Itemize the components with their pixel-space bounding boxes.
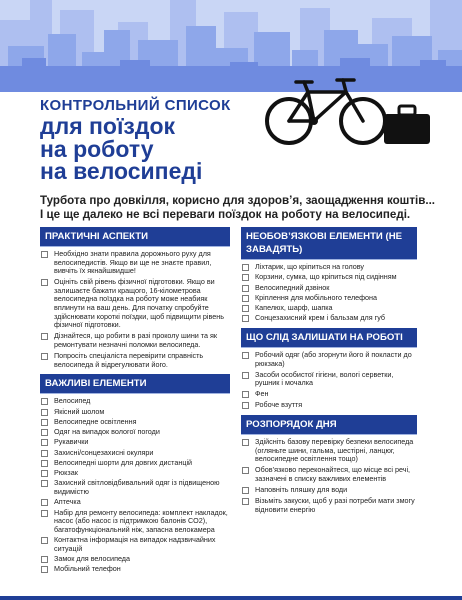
- checkbox-icon[interactable]: [242, 285, 249, 292]
- bottom-accent-bar: [0, 596, 462, 600]
- checkbox-icon[interactable]: [242, 439, 249, 446]
- checklist-item[interactable]: Ліхтарик, що кріпиться на голову: [241, 263, 417, 272]
- checkbox-icon[interactable]: [41, 333, 48, 340]
- checklist-item[interactable]: Обов’язково переконайтеся, що місце всі речі, зазначені в списку важливих елементів: [241, 466, 417, 483]
- section-title-leave-at-work: ЩО СЛІД ЗАЛИШАТИ НА РОБОТІ: [241, 328, 417, 348]
- checkbox-icon[interactable]: [41, 499, 48, 506]
- intro-line-1: Турбота про довкілля, корисно для здоров’я, заощадження коштів...: [40, 194, 436, 207]
- section-title-optional: НЕОБОВ’ЯЗКОВІ ЕЛЕМЕНТИ (НЕ ЗАВАДЯТЬ): [241, 227, 417, 260]
- checkbox-icon[interactable]: [242, 305, 249, 312]
- section-title-routine: РОЗПОРЯДОК ДНЯ: [241, 415, 417, 435]
- title-line-1: для поїздок: [40, 113, 176, 139]
- checkbox-icon[interactable]: [41, 470, 48, 477]
- checklist-item[interactable]: Захисний світловідбивальний одяг із підвищеною видимістю: [40, 479, 230, 496]
- checkbox-icon[interactable]: [242, 264, 249, 271]
- checklist-item[interactable]: Кріплення для мобільного телефона: [241, 294, 417, 303]
- checkbox-icon[interactable]: [41, 409, 48, 416]
- checkbox-icon[interactable]: [41, 251, 48, 258]
- checklist-item[interactable]: Засоби особистої гігієни, вологі серветки, рушник і мочалка: [241, 371, 417, 388]
- section-title-important: ВАЖЛИВІ ЕЛЕМЕНТИ: [40, 374, 230, 394]
- checklist-item[interactable]: Велосипедний дзвінок: [241, 284, 417, 293]
- checkbox-icon[interactable]: [41, 419, 48, 426]
- checkbox-icon[interactable]: [242, 487, 249, 494]
- checkbox-icon[interactable]: [41, 450, 48, 457]
- checkbox-icon[interactable]: [242, 402, 249, 409]
- left-column: [40, 227, 230, 579]
- checklist-item[interactable]: Якісний шолом: [40, 408, 230, 417]
- checklist-item[interactable]: Захисні/сонцезахисні окуляри: [40, 449, 230, 458]
- checklist-item[interactable]: Робоче взуття: [241, 401, 417, 410]
- checkbox-icon[interactable]: [242, 467, 249, 474]
- section-title-practical: ПРАКТИЧНІ АСПЕКТИ: [40, 227, 230, 247]
- checkbox-icon[interactable]: [242, 274, 249, 281]
- checklist-item[interactable]: Капелюх, шарф, шапка: [241, 304, 417, 313]
- checklist-item[interactable]: Рукавички: [40, 438, 230, 447]
- checkbox-icon[interactable]: [242, 391, 249, 398]
- checklist-routine: [241, 438, 417, 514]
- checklist-item[interactable]: Набір для ремонту велосипеда: комплект накладок, насос (або насос із підтримкою балонів CO2), багатофункціональний ніж, запасна велокамера: [40, 509, 230, 535]
- checklist-item[interactable]: Наповніть пляшку для води: [241, 486, 417, 495]
- checklist-important: [40, 397, 230, 574]
- checkbox-icon[interactable]: [41, 537, 48, 544]
- briefcase-icon: [382, 104, 432, 146]
- checkbox-icon[interactable]: [41, 566, 48, 573]
- checklist-item[interactable]: Рюкзак: [40, 469, 230, 478]
- checklist-leave-at-work: [241, 351, 417, 410]
- checklist-item[interactable]: Велосипедне освітлення: [40, 418, 230, 427]
- intro-text: [40, 194, 440, 222]
- checklist-item[interactable]: Замок для велосипеда: [40, 555, 230, 564]
- checkbox-icon[interactable]: [242, 315, 249, 322]
- checkbox-icon[interactable]: [41, 460, 48, 467]
- checklist-item[interactable]: Візьміть закуски, щоб у разі потреби мати змогу відновити енергію: [241, 497, 417, 514]
- title-small: КОНТРОЛЬНИЙ СПИСОК: [40, 97, 231, 114]
- checklist-item[interactable]: Контактна інформація на випадок надзвичайних ситуацій: [40, 536, 230, 553]
- checklist-item[interactable]: Одяг на випадок вологої погоди: [40, 428, 230, 437]
- checklist-item[interactable]: Дізнайтеся, що робити в разі проколу шини та як ремонтувати незначні поломки велосипеда.: [40, 332, 230, 349]
- checklist-item[interactable]: Здійсніть базову перевірку безпеки велосипеда (огляньте шини, гальма, шестірні, ланцюг, велосипедне освітлення тощо): [241, 438, 417, 464]
- checklist-item[interactable]: Попросіть спеціаліста перевірити справність велосипеда й відрегулювати його.: [40, 352, 230, 369]
- checklist-item[interactable]: Корзини, сумка, що кріпиться під сидінням: [241, 273, 417, 282]
- checkbox-icon[interactable]: [41, 556, 48, 563]
- checklist-item[interactable]: Робочий одяг (або згорнути його й покласти до рюкзака): [241, 351, 417, 368]
- page-title: [40, 97, 280, 183]
- checklist-optional: [241, 263, 417, 323]
- checklist-item[interactable]: Фен: [241, 390, 417, 399]
- checkbox-icon[interactable]: [41, 510, 48, 517]
- title-line-2: на роботу: [40, 135, 154, 162]
- checklist-item[interactable]: Необхідно знати правила дорожнього руху для велосипедистів. Якщо ви ще не знаєте правил, вивчіть їх якнайшвидше!: [40, 250, 230, 276]
- checklist-item[interactable]: Сонцезахисний крем і бальзам для губ: [241, 314, 417, 323]
- checkbox-icon[interactable]: [242, 295, 249, 302]
- checkbox-icon[interactable]: [242, 372, 249, 379]
- checklist-item[interactable]: Мобільний телефон: [40, 565, 230, 574]
- checkbox-icon[interactable]: [41, 439, 48, 446]
- checklist-item[interactable]: Аптечка: [40, 498, 230, 507]
- checklist-item[interactable]: Оцініть свій рівень фізичної підготовки. Якщо ви залишаєте бажати кращого, 16-кілометрова велосипедна поїздка на роботу може неабияк вплинути на ваш день. Для початку спробуйте здійснювати короткі поїздки, щоб підвищити рівень фізичної підготовки.: [40, 278, 230, 330]
- checkbox-icon[interactable]: [242, 498, 249, 505]
- checklist-practical: [40, 250, 230, 369]
- checkbox-icon[interactable]: [41, 429, 48, 436]
- checkbox-icon[interactable]: [41, 353, 48, 360]
- checklist-item[interactable]: Велосипед: [40, 397, 230, 406]
- bicycle-icon: [262, 68, 390, 148]
- checkbox-icon[interactable]: [242, 352, 249, 359]
- city-skyline-banner: [0, 0, 462, 92]
- checkbox-icon[interactable]: [41, 398, 48, 405]
- intro-line-2: І це ще далеко не всі переваги поїздок на роботу на велосипеді.: [40, 208, 411, 221]
- checkbox-icon[interactable]: [41, 279, 48, 286]
- checklist-item[interactable]: Велосипедні шорти для довгих дистанцій: [40, 459, 230, 468]
- right-column: [241, 227, 417, 519]
- checkbox-icon[interactable]: [41, 480, 48, 487]
- title-line-3: на велосипеді: [40, 158, 203, 184]
